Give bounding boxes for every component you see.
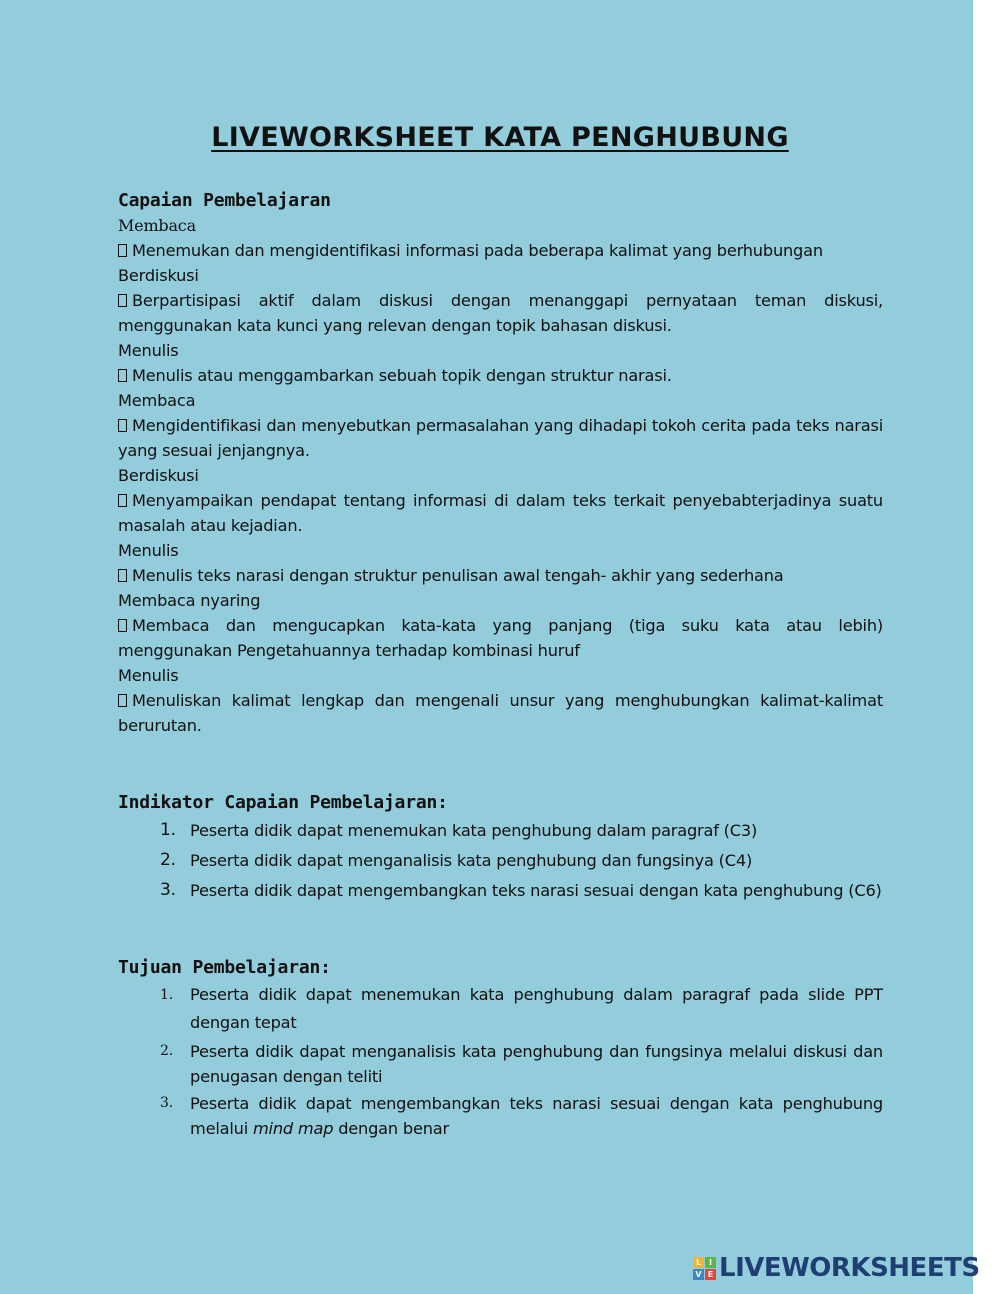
bullet-icon [118, 569, 127, 582]
capaian-bullet [118, 363, 883, 388]
list-item [118, 818, 883, 843]
list-item-emphasis: mind map [252, 1119, 334, 1138]
capaian-bullet-text: Menyampaikan pendapat tentang informasi di dalam teks terkait penyebabterjadinya suatu masalah atau kejadian. [118, 491, 883, 535]
logo-mark-icon [693, 1257, 716, 1280]
capaian-bullet [118, 688, 883, 738]
capaian-bullet-text: Mengidentifikasi dan menyebutkan permasalahan yang dihadapi tokoh cerita pada teks narasi yang sesuai jenjangnya. [118, 416, 883, 460]
indikator-section [118, 790, 883, 903]
list-item-text: Peserta didik dapat menganalisis kata penghubung dan fungsinya melalui diskusi dan penugasan dengan teliti [190, 1042, 883, 1086]
capaian-label: Berdiskusi [118, 466, 199, 485]
bullet-icon [118, 419, 127, 432]
capaian-section [118, 188, 883, 738]
capaian-label: Membaca [118, 216, 196, 235]
list-number: 1. [160, 987, 173, 1003]
capaian-label: Menulis [118, 666, 179, 685]
capaian-heading: Capaian Pembelajaran [118, 190, 331, 211]
list-item-text: Peserta didik dapat menemukan kata penghubung dalam paragraf (C3) [190, 821, 758, 840]
list-item [118, 848, 883, 873]
page-title: LIVEWORKSHEET KATA PENGHUBUNG [211, 122, 789, 153]
capaian-bullet [118, 413, 883, 463]
bullet-icon [118, 694, 127, 707]
capaian-bullet-text: Berpartisipasi aktif dalam diskusi dengan menanggapi pernyataan teman diskusi, menggunakan kata kunci yang relevan dengan topik bahasan diskusi. [118, 291, 883, 335]
tujuan-section [118, 955, 883, 1141]
list-number: 3. [160, 880, 176, 900]
capaian-bullet [118, 288, 883, 338]
capaian-bullet-text: Menuliskan kalimat lengkap dan mengenali unsur yang menghubungkan kalimat-kalimat berurutan. [118, 691, 883, 735]
list-item-text: Peserta didik dapat mengembangkan teks narasi sesuai dengan kata penghubung (C6) [190, 881, 882, 900]
capaian-bullet-text: Menulis atau menggambarkan sebuah topik dengan struktur narasi. [132, 366, 672, 385]
bullet-icon [118, 494, 127, 507]
bullet-icon [118, 619, 127, 632]
bullet-icon [118, 369, 127, 382]
list-item-text-end: dengan benar [333, 1119, 449, 1138]
worksheet-content [118, 188, 883, 1141]
bullet-icon [118, 294, 127, 307]
capaian-bullet [118, 563, 883, 588]
tujuan-list [118, 981, 883, 1141]
logo-letter-l: L [693, 1257, 704, 1268]
capaian-bullet-text: Menemukan dan mengidentifikasi informasi pada beberapa kalimat yang berhubungan [132, 241, 823, 260]
list-item-text: Peserta didik dapat mengembangkan teks narasi sesuai dengan kata penghubung melalui [190, 1094, 883, 1138]
capaian-label: Menulis [118, 341, 179, 360]
bullet-icon [118, 244, 127, 257]
indikator-heading: Indikator Capaian Pembelajaran: [118, 792, 448, 813]
capaian-bullet-text: Menulis teks narasi dengan struktur penulisan awal tengah- akhir yang sederhana [132, 566, 784, 585]
capaian-bullet [118, 238, 883, 263]
logo-letter-e: E [705, 1269, 716, 1280]
logo-letter-v: V [693, 1269, 704, 1280]
list-item-text: Peserta didik dapat menganalisis kata penghubung dan fungsinya (C4) [190, 851, 753, 870]
list-number: 1. [160, 820, 176, 840]
tujuan-heading: Tujuan Pembelajaran: [118, 957, 331, 978]
capaian-label: Berdiskusi [118, 266, 199, 285]
list-item-text: Peserta didik dapat menemukan kata penghubung dalam paragraf pada slide PPT dengan tepat [190, 985, 883, 1032]
list-item [118, 1091, 883, 1141]
logo-letter-i: I [705, 1257, 716, 1268]
capaian-label: Membaca [118, 391, 196, 410]
list-number: 2. [160, 1043, 173, 1059]
liveworksheets-logo [693, 1253, 980, 1283]
list-number: 2. [160, 850, 176, 870]
capaian-label: Menulis [118, 541, 179, 560]
capaian-label: Membaca nyaring [118, 591, 261, 610]
list-number: 3. [160, 1095, 173, 1111]
capaian-bullet [118, 488, 883, 538]
list-item [118, 878, 883, 903]
list-item [118, 981, 883, 1037]
capaian-bullet [118, 613, 883, 663]
logo-text: LIVEWORKSHEETS [719, 1253, 980, 1283]
capaian-bullet-text: Membaca dan mengucapkan kata-kata yang panjang (tiga suku kata atau lebih) menggunakan Pengetahuannya terhadap kombinasi huruf [118, 616, 883, 660]
list-item [118, 1039, 883, 1089]
indikator-list [118, 818, 883, 903]
